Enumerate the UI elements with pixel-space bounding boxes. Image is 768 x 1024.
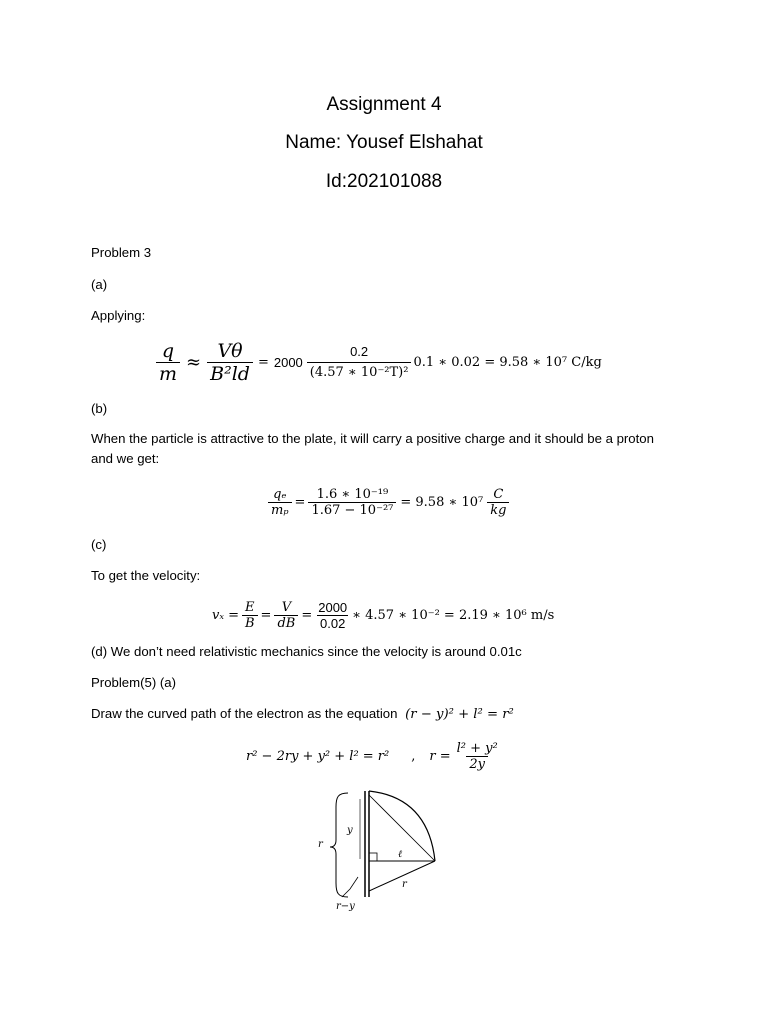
eq-c-numerator: 2000 [318, 599, 348, 615]
equals-sign: = [294, 494, 306, 510]
left-brace [330, 793, 348, 897]
eq-a-b2ld: B²ld [207, 362, 253, 385]
q-over-m [156, 340, 180, 385]
vtheta-over-b2ld [207, 340, 253, 385]
assignment-title: Assignment 4 [326, 94, 442, 115]
equals-sign: = [301, 607, 313, 623]
charge-mass-fraction [308, 487, 396, 518]
eq-a-vtheta: Vθ [217, 339, 243, 362]
eq-a-q: q [161, 339, 175, 362]
expanded-equation: r² − 2ry + y² + l² = r² [246, 748, 390, 764]
part-a-label: (a) [91, 277, 108, 292]
qe-over-mp [268, 487, 292, 518]
part-c-label: (c) [91, 537, 107, 552]
eq-b-mp: mₚ [268, 502, 292, 518]
radius-fraction [454, 741, 501, 772]
right-angle-mark [369, 853, 377, 861]
eq-b-unit-kg: kg [487, 502, 509, 518]
eq-c-b: B [242, 615, 258, 631]
field-fraction [307, 344, 412, 380]
equals-sign: = [257, 354, 269, 370]
eq-a-denominator: (4.57 ∗ 10⁻²T)² [307, 362, 412, 380]
eq-c-v: V [281, 599, 292, 615]
numeric-fraction [315, 600, 350, 631]
eq-b-result: = 9.58 ∗ 10⁷ [400, 494, 484, 510]
e-over-b [242, 600, 258, 631]
problem5-sentence: Draw the curved path of the electron as the equation [91, 706, 398, 721]
voltage-value: 2000 [273, 354, 303, 370]
part-b-label: (b) [91, 401, 108, 416]
r-equals: r = [429, 748, 451, 764]
label-l: ℓ [398, 849, 403, 860]
eq-a-numerator: 0.2 [350, 344, 369, 359]
equation-a [156, 334, 602, 390]
eq-b-qe: qₑ [273, 486, 287, 502]
label-y: y [347, 825, 353, 836]
unit-c-per-kg [487, 487, 509, 518]
radius-numerator: l² + y² [456, 740, 498, 756]
eq-c-e: E [245, 599, 255, 615]
problem3-heading: Problem 3 [91, 245, 152, 260]
circle-equation: (r − y)² + l² = r² [405, 707, 514, 722]
student-name: Name: Yousef Elshahat [285, 132, 483, 153]
eq-b-numerator: 1.6 ∗ 10⁻¹⁹ [316, 486, 389, 502]
radius-denominator: 2y [466, 756, 488, 772]
label-r: r [402, 879, 407, 890]
v-over-db [274, 600, 298, 631]
part-c-text: To get the velocity: [91, 568, 201, 583]
label-r-left: r [318, 839, 323, 850]
problem5-text [91, 704, 514, 725]
eq-a-m: m [156, 362, 180, 385]
eq-b-denominator: 1.67 − 10⁻²⁷ [308, 502, 396, 518]
approx-sign: ≈ [186, 351, 202, 373]
part-b-text: When the particle is attractive to the plate, it will carry a positive charge and it should be a proton and we get: [91, 431, 654, 466]
eq-c-result: ∗ 4.57 ∗ 10⁻² = 2.19 ∗ 10⁶ m/s [352, 607, 555, 623]
equation-c [212, 593, 554, 637]
eq-c-vx: vₓ = [212, 607, 239, 623]
eq-b-unit-c: C [493, 486, 504, 502]
comma: , [411, 748, 416, 764]
problem5-heading: Problem(5) (a) [91, 675, 177, 690]
eq-c-db: dB [274, 615, 298, 631]
student-id: Id:202101088 [325, 171, 443, 192]
equals-sign: = [260, 607, 272, 623]
label-r-minus-y: r−y [336, 901, 355, 912]
equation-radius [246, 734, 501, 778]
electron-path-figure [310, 785, 450, 915]
eq-c-denominator: 0.02 [317, 615, 348, 631]
eq-a-result: 0.1 ∗ 0.02 = 9.58 ∗ 10⁷ C/kg [413, 354, 602, 370]
equation-b [268, 479, 509, 525]
applying-label: Applying: [91, 308, 146, 323]
part-d-text: (d) We don’t need relativistic mechanics since the velocity is around 0.01c [91, 644, 522, 659]
r-minus-y-pointer [342, 877, 358, 897]
